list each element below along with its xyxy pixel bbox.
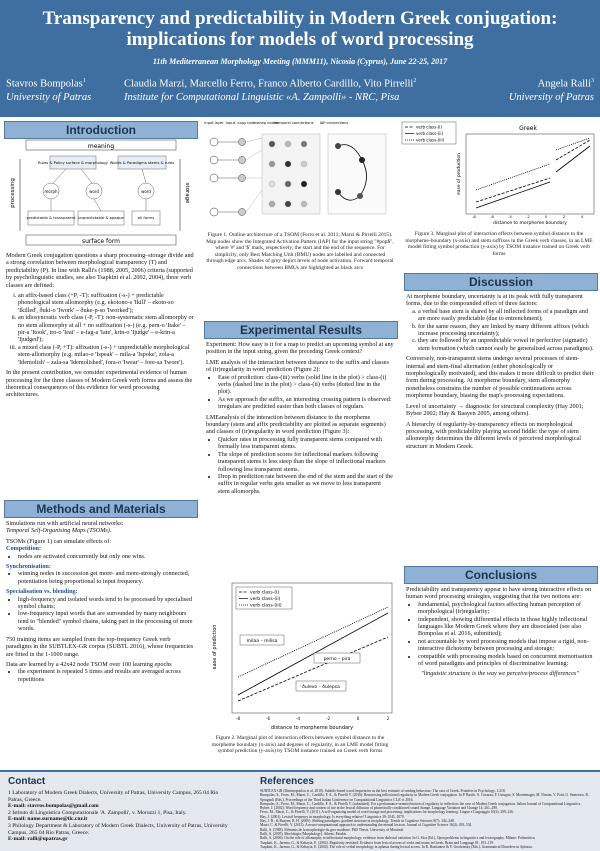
- conclusions-heading: Conclusions: [404, 566, 598, 584]
- reference-item: Tsapkini, K., Jarema, G., & Kehayia, E. (2004). The role of verbal morphology in aphasia during lexical access. In R. Bastiaanse & Y. Grodzinsky (Eds.), Grammatical Disorders in Aphasia.: [260, 844, 533, 849]
- methods-heading: Methods and Materials: [4, 500, 198, 518]
- fig3-xtick: 2: [562, 215, 566, 219]
- results-text: [206, 341, 394, 498]
- author-mid-sup: 2: [413, 78, 417, 84]
- methods-text: [6, 520, 194, 686]
- discussion-item-3: c. they are followed by an unpredictable vowel in perfective (sigmatic) stem formation (which cannot easily be generalised across paradigms).: [418, 337, 594, 352]
- discussion-p2: Conversely, non-transparent stems undergo several processes of stem-internal and stem-final alternation (either phonologically or morphologically motivated), and this makes it more difficult to predict their form during processing. At morpheme boundary, stem allomorphy nonetheless constrains the number of possible continuations across morpheme boundary, biasing the map's processing expectations.: [406, 355, 594, 400]
- fig1-map-grid: [246, 134, 320, 214]
- fig3-xlabel: distance to morpheme boundary: [493, 221, 567, 226]
- contact-heading: Contact: [8, 776, 46, 787]
- results-item-2: • As we approach the suffix, an interesting crossing pattern is observed: irregulars are predicted easier than both classes of regulars.: [218, 396, 394, 411]
- figure-1-tsom-diagram: [202, 120, 394, 230]
- fig2-xtick: -4: [296, 716, 300, 721]
- conclusions-item-4: • compatible with processing models based on concurrent memorisation of word paradigms and principles of discriminative learning:: [418, 653, 594, 668]
- fig2-annotation-2: perno – pira: [323, 657, 351, 662]
- author-right: [509, 75, 594, 104]
- fig2-annotation-1: milaa – milisa: [246, 639, 278, 644]
- predictable-transparent-label: predictable & transparent: [26, 215, 76, 220]
- fig2-xtick: 0: [356, 716, 360, 721]
- specialisation-item-1: • high-frequency and isolated words tend to be processed by specialised symbol chains;: [18, 596, 194, 611]
- poster-header: [0, 0, 600, 117]
- results-question: Experiment: How easy is it for a map to predict an upcoming symbol at any position in the input string, given the preceding Greek context?: [206, 341, 394, 356]
- reference-item: Ralli, A. (1988). Eléments de la morphologie du grec moderne. PhD Thesis. University of Montreal.: [260, 827, 405, 832]
- fig2-xtick: -2: [326, 716, 330, 721]
- synchronisation-item: • winning nodes in succession get more- and more-strongly connected, potentiation being proportional to input frequency.: [18, 570, 194, 585]
- contact-email-2: E-mail: name.surname@ilc.cnr.it: [8, 816, 88, 823]
- reference-item: Bompolas, S., Ferro, M., Marzi, C., Cardillo, F. A., & Pirrelli V. (submitted). For a performance-oriented notion of regularity in inflection: the case of Modern Greek conjugation. Italian Journal of Computational Linguistics.: [260, 801, 582, 806]
- poster-footer: [0, 770, 600, 851]
- specialisation-heading: Specialisation vs. blending:: [6, 588, 78, 596]
- results-heading: Experimental Results: [204, 321, 398, 339]
- contact-block: [8, 790, 233, 843]
- fig2-legend-label-2: verb class-(ii): [250, 597, 281, 602]
- fig2-ylabel: ease of prediction: [212, 624, 218, 670]
- word-node-middle-label: word: [89, 189, 99, 194]
- fig2-xlabel: distance to morpheme boundary: [270, 725, 354, 731]
- contact-email-1: E-mail: stavros.bompolas@gmail.com: [8, 803, 99, 810]
- results-item-1: • Ease of prediction: class-(iii) verbs (solid line in the plot) > class-(i) verbs (dashed line in the plot) > class-(ii) verbs (dotted line in the plot).: [218, 374, 394, 396]
- fig3-xtick: -8: [472, 215, 476, 219]
- fig3-xtick: -4: [508, 215, 512, 219]
- fig3-legend-label-2: verb class-(ii): [416, 131, 443, 136]
- author-right-aff: University of Patras: [508, 91, 594, 103]
- synchronisation-heading: Synchronisation:: [6, 563, 51, 571]
- author-left-sup: 1: [82, 78, 86, 84]
- reference-item: Hay, J. B., & Baayen, R. H. (2005). Shifting paradigms: gradient structure in morphology. Trends in Cognitive Sciences 9(7): 342–348.: [260, 819, 455, 824]
- reference-item: Tsapkini, K., Jarema, G., & Kehayia, E. (2002). Regularity revisited: Evidence from lexical access of verbs and nouns in Greek. Brain and Language 81: 103–119.: [260, 840, 494, 845]
- conclusions-item-3: • not accountable by word processing models that impose a rigid, non-interactive dichotomy between processing and storage;: [418, 638, 594, 653]
- results-item-4: • The slope of prediction scores for inflectional markers following transparent stems is less steep than the slope of inflectional markers following less transparent stems.: [218, 451, 394, 473]
- reference-item: Hay, J. (2001). Lexical frequency in morphology: Is everything relative? Linguistics 39: 1041–1070.: [260, 814, 405, 819]
- specialisation-item-2: • low-frequency input words that are surrounded by many neighbours tend to "blended" symbol chains, taking part in the processing of more words.: [18, 610, 194, 632]
- title-line-1: Transparency and predictability in Modern Greek conjugation:: [42, 8, 558, 29]
- competition-heading: Competition:: [6, 545, 42, 553]
- intro-text: [6, 252, 194, 402]
- fig1-col-map-nodes: map nodes: [258, 121, 278, 125]
- fig1-col-temporal: temporal connections: [274, 121, 314, 125]
- fig3-plot-area: [466, 134, 594, 214]
- reference-item: Bybee, J. (2002). Word frequency and context of use in the lexical diffusion of phonetically conditioned sound change. Language Variation and Change 14: 261–290.: [260, 806, 498, 811]
- poster-title: [0, 8, 600, 50]
- contact-email-3: E-mail: ralli@upatras.gr: [8, 836, 68, 843]
- intro-class-3: iii. a mixed class (-P, +T): affixation (-s-) + unpredictable morphological stem-allomorphy (e.g. milao-o 'Ispeak' – mila-a 'Ispoke', zola-a 'Idemolish' – zala-sa 'Idemolished', fora-o 'Iwear' – fore-sa 'Iwore').: [18, 344, 194, 366]
- references-list: [260, 789, 594, 849]
- meaning-label: meaning: [87, 143, 115, 150]
- references-heading: References: [260, 776, 314, 787]
- fig3-legend-label-1: verb class-(i): [416, 124, 442, 130]
- words-paradigms-label: Words & Paradigms stems & rules: [109, 160, 175, 165]
- reference-item: Ralli, A. (2005). Morfologia [Morphology]. Athens: Patakis.: [260, 831, 347, 836]
- fig3-title: Greek: [519, 125, 537, 132]
- discussion-item-2: b. for the same reason, they are linked by many different affixes (which increase processing uncertainty);: [418, 323, 594, 338]
- fig1-input-nodes: [210, 138, 246, 216]
- fig3-legend-label-3: verb class-(iii): [416, 137, 445, 143]
- figure-2-caption: Figure 2. Marginal plot of interaction effects between symbol distance to the morpheme boundary (x-axis) and degrees of regularity, in an LME model fitting symbol prediction (y-axis) by TSOM instance trained on Greek verb forms: [211, 735, 389, 754]
- fig1-col-input-layer: input layer: [204, 121, 224, 125]
- fig1-col-iap: IAP connections: [319, 121, 349, 125]
- fig2-xtick: 2: [386, 716, 390, 721]
- title-line-2: implications for models of word processing: [126, 29, 474, 50]
- discussion-heading: Discussion: [404, 273, 598, 291]
- intro-class-1: i. an affix-based class (+P, -T): suffixation (-s-) + predictable phonological stem allomorphy (e.g. ekotono-s 'Ikill' – ekoto-so 'Ikilled', ðuki-o 'Iwork' – ðuke-p-so 'Iworked');: [18, 292, 194, 314]
- surface-form-label: surface form: [81, 238, 121, 245]
- fig3-xtick: -2: [526, 215, 530, 219]
- discussion-p1: At morpheme boundary, uncertainty is at its peak with fully transparent forms, due to the compounded effect of three factors:: [406, 293, 583, 308]
- methods-repetition-item: • the experiment is repeated 5 times and results are averaged across repetitions: [18, 668, 194, 683]
- figure-2-chart: [204, 577, 396, 733]
- rules-policy-label: Rules & Policy surface & morphology: [38, 160, 108, 165]
- author-right-name: Angela Ralli: [537, 78, 591, 90]
- reference-item: SUBTLEX-GR (Dimitropoulou et al. 2010). Subtitle-based word frequencies as the best estimate of reading behaviour: The case of Greek. Frontiers in Psychology, 1:218.: [260, 789, 506, 793]
- conclusions-item-1: • fundamental, psychological factors affecting human perception of morphological (ir)regularity;: [418, 601, 594, 616]
- discussion-item-1: a. a verbal base stem is shared by all inflected forms of a paradigm and are more easily predictable (due to entrenchment);: [418, 308, 594, 323]
- fig2-xtick: -6: [266, 716, 270, 721]
- reference-item: Ralli, A. (2006). On the role of allomorphy in inflectional morphology: evidence from dialectal variation. In G. Sica (Ed.), Open problems in linguistics and lexicography. Milano: Polimetrica.: [260, 836, 536, 841]
- discussion-p4: A hierarchy of regularity-by-transparency effects on morphological processing, with predictability playing second fiddle: the type of stem allomorphy determines the different levels of perceived morphological structure in Modern Greek.: [406, 420, 581, 450]
- intro-paragraph-1: Modern Greek conjugation questions a sharp processing–storage divide and a strong correlation between morphological transparency (T) and predictability (P). In line with Ralli's (1988, 2005, 2006) criteria (supported by psycholinguistic studies, see also Tsapkini et al. 2002, 2004), three verb classes are defined:: [6, 252, 194, 289]
- results-item-3: • Quicker rates in processing fully transparent stems compared with formally less transparent stems.: [218, 436, 394, 451]
- author-left-name: Stavros Bompolas: [6, 78, 83, 90]
- fig3-ylabel: ease of production: [457, 152, 462, 196]
- methods-p2: TSOMs (Figure 1) can simulate effects of:: [6, 537, 112, 545]
- intro-paragraph-2: In the present contribution, we consider experimental evidence of human processing for the three classes of Modern Greek verb forms and assess the theoretical consequences of this evidence for word processing architectures.: [6, 369, 193, 399]
- author-left: [6, 75, 91, 104]
- fig3-xtick: 0: [544, 215, 548, 219]
- fig3-xtick: 4: [580, 215, 584, 219]
- morph-node-label: morph: [44, 189, 58, 194]
- results-p2: LMEanalysis of the interaction between distance to the morpheme boundary (stem and affix predictability are plotted as separate segments) and classes of (ir)regularity in word prediction (Figure 3):: [206, 413, 386, 436]
- figure-3-chart: [400, 120, 598, 228]
- conclusions-text: [406, 586, 594, 681]
- author-right-sup: 3: [591, 78, 594, 84]
- author-middle: [124, 75, 416, 104]
- author-left-aff: University of Patras: [6, 91, 92, 103]
- unpredictable-opaque-label: unpredictable & opaque: [78, 215, 124, 220]
- discussion-text: [406, 293, 594, 453]
- methods-p3: 750 training items are sampled from the top-frequency Greek verb paradigms in the SUBTLEX-GR corpus (SUBTL 2016), whose frequencies are fitted in the 1-1000 range.: [6, 635, 194, 658]
- intro-class-list: [6, 292, 194, 366]
- methods-p4: Data are learned by a 42x42 node TSOM over 100 learning epochs: [6, 660, 172, 668]
- reference-item: Marzi, C. & Pirrelli, V. (2015). A neuro-computational approach to understanding the mental lexicon. Journal of Cognitive Science 16(4): 493–534.: [260, 823, 473, 828]
- fig1-iap-grid: [328, 134, 386, 214]
- author-mid-names: Claudia Marzi, Marcello Ferro, Franco Alberto Cardillo, Vito Pirrelli: [124, 78, 414, 90]
- discussion-p3: Level of uncertainty → diagnostic for structural complexity (Hay 2001; Bybee 2002; Hay & Baayen 2005, among others).: [406, 402, 584, 418]
- results-item-5: • Drop in prediction rate between the end of the stem and the start of the suffix in regular verbs gets smaller as we move to less transparent stem allomorphs.: [218, 473, 394, 495]
- fig2-legend-label-1: verb class-(i): [250, 590, 280, 596]
- processing-label: processing: [10, 178, 16, 208]
- intro-class-2: ii. an idiosyncratic verb class (-P, -T): non-systematic stem allomorphy or no stem allomorphy at all + no suffixation (-s-) (e.g. pern-o 'Itake' – pir-a 'Itook', tro-o 'Ieat' – e-fag-a 'Iate', krin-o 'Ijudge' – e-krin-a 'Ijudged');: [18, 314, 194, 344]
- figure-3-caption: Figure 3. Marginal plot of interaction effects between symbol distance to the morpheme-boundary (x-axis) and stem suffixes in the Greek verb classes, in an LME model fitting symbol production (y-axis) by TSOM instance trained on Greek verb forms: [405, 231, 593, 257]
- conclusions-item-2: • independent, showing differential effects in those highly inflectional languages like Modern Greek where they are dissociated (see also Bompolas et al. 2016, submitted);: [418, 616, 594, 638]
- fig2-annotation-3: ðulevo – ðulepsa: [302, 685, 340, 690]
- all-forms-label: all forms: [137, 215, 155, 220]
- conclusions-quote: "linguistic structure is the way we perceive/process differences": [421, 670, 579, 678]
- fig2-legend-label-3: verb class-(iii): [250, 603, 282, 609]
- fig3-xtick: -6: [490, 215, 494, 219]
- reference-item: Ferro, M., Marzi, C., & Pirrelli, V. (2011). A self-organizing model of word storage and processing: implications for morphology learning. Lingue e Linguaggio 10(2): 209–226.: [260, 810, 514, 815]
- conference-line: 11th Mediterranean Morphology Meeting (MMM11), Nicosia (Cyprus), June 22-25, 2017: [152, 57, 448, 66]
- contact-line-2: 2 Istituto di Linguistica Computazionale 'A. Zampolli', v. Moruzzi 1, Pisa, Italy.: [8, 809, 187, 816]
- methods-p1a: Simulations run with artificial neural networks:: [6, 520, 124, 527]
- fig2-xtick: -8: [236, 716, 240, 721]
- contact-line-3: 3 Philology Department & Laboratory of Modern Greek Dialects, University of Patras, University Campus, 265 04 Rio Patras, Greece.: [8, 822, 228, 836]
- storage-label: storage: [184, 182, 190, 204]
- competition-item: • nodes are activated concurrently but only one wins.: [18, 553, 194, 560]
- author-mid-aff: Institute for Computational Linguistic «A. Zampolli» - NRC, Pisa: [124, 91, 400, 103]
- methods-p1b: Temporal Self-Organising Maps (TSOMs).: [6, 527, 112, 535]
- word-node-right-label: word: [141, 189, 151, 194]
- reference-item: Bompolas, S., Ferro, M., Marzi, C., Cardillo, F. A., & Pirrelli V. (2016). Reassessing inflectional regularity in Modern Greek conjugation. In P. Basile, A. Corazza, F. Cutugno, S. Montemagni, M. Nissim, V. Patti, G. Semeraro, R. Sprugnoli (Eds.), Proceedings of the Third Italian Conference on Computational Linguistics CLiC-it 2016.: [260, 793, 589, 802]
- conclusions-p1: Predictability and transparency appear to have strong interactive effects on human word processing strategies, suggesting that the two notions are:: [406, 586, 591, 601]
- figure-1-caption: Figure 1. Outline architecture of a TSOM (Ferro et al. 2011; Marzi & Pirrelli 2015). Map nodes show the Integrated Activation Pattern (IAP) for the input string "#pop$", where '#' and '$' mark, respectively, the start and the end of the sequence. For simplicity, only Best Matching Unit (BMU) nodes are labelled and connected through edge arcs. Shades of grey depict levels of node activation. Forward temporal connections between BMUs are highlighted as black arcs: [206, 232, 394, 271]
- intro-diagram: [6, 139, 194, 247]
- introduction-heading: Introduction: [4, 121, 198, 139]
- fig1-col-input-copy: input- copy nodes: [225, 121, 259, 125]
- results-p1: LME analysis of the interaction between distance to the suffix and classes of (ir)regularity in word prediction (Figure 2):: [206, 358, 389, 374]
- contact-line-1: 1 Laboratory of Modern Greek Dialects, University of Patras, University Campus, 265 04 Rio Patras, Greece.: [8, 790, 219, 803]
